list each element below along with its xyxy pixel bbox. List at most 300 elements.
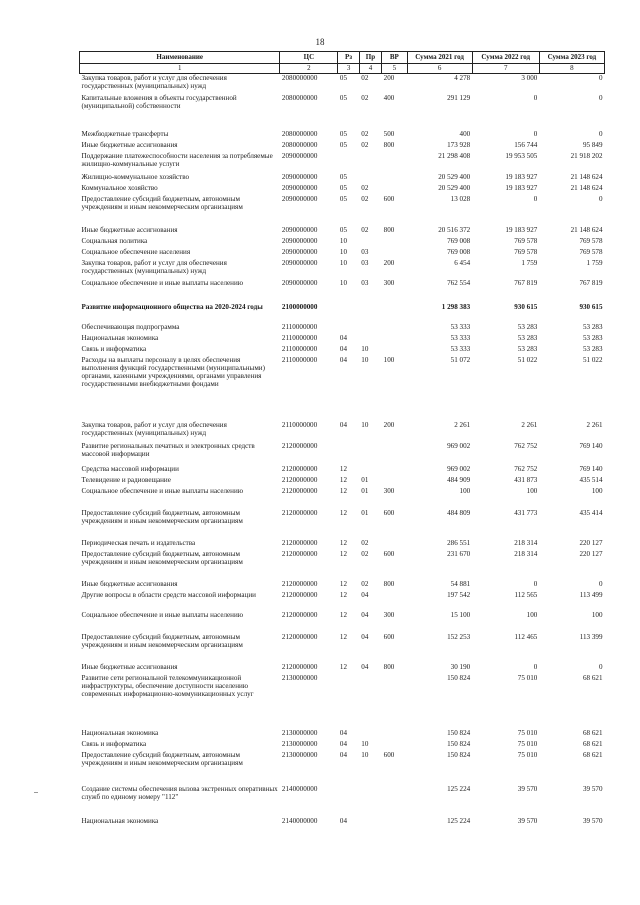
row-cs: 2090000000 <box>281 258 318 267</box>
row-name: Развитие региональных печатных и электронных средств массовой информации <box>81 441 255 458</box>
table-row <box>80 591 605 611</box>
row-cs: 2110000000 <box>281 420 318 429</box>
table-row <box>80 487 605 509</box>
row-cs: 2120000000 <box>281 610 318 619</box>
row-rz <box>338 303 359 323</box>
row-sum-2022: 39 570 <box>517 816 538 825</box>
row-sum-2022: 19 183 927 <box>505 183 538 192</box>
row-sum-2023: 767 819 <box>579 278 603 287</box>
row-sum-2023: 0 <box>598 129 603 138</box>
table-row <box>80 173 605 184</box>
row-pr <box>359 152 381 173</box>
row-cs: 2130000000 <box>281 673 318 682</box>
row-name: Связь и информатика <box>81 344 147 353</box>
row-sum-2023: 53 283 <box>582 322 603 331</box>
row-cs: 2090000000 <box>281 236 318 245</box>
row-name: Социальное обеспечение и иные выплаты населению <box>81 278 244 287</box>
row-sum-2023: 95 849 <box>582 140 603 149</box>
header-number-row <box>80 64 605 74</box>
row-sum-2023: 769 140 <box>579 441 603 450</box>
table-row <box>80 465 605 476</box>
row-sum-2023: 220 127 <box>579 538 603 547</box>
row-sum-2023: 930 615 <box>579 302 603 311</box>
table-row <box>80 141 605 152</box>
row-vr <box>382 591 407 611</box>
header-cs: ЦС <box>280 52 338 64</box>
row-sum-2022: 75 010 <box>517 673 538 682</box>
header-number: 5 <box>382 64 407 74</box>
row-sum-2021: 769 008 <box>447 247 471 256</box>
row-sum-2022: 100 <box>526 486 538 495</box>
row-sum-2023: 21 148 624 <box>570 172 603 181</box>
row-cs: 2120000000 <box>281 464 318 473</box>
row-sum-2023: 39 570 <box>582 784 603 793</box>
header-sum-2021: Сумма 2021 год <box>407 52 472 64</box>
row-sum-2021: 150 824 <box>447 673 471 682</box>
row-name: Социальная политика <box>81 236 148 245</box>
row-sum-2022: 769 578 <box>514 247 538 256</box>
row-vr: 100 <box>383 355 395 364</box>
page-number: 18 <box>315 37 325 47</box>
row-rz: 12 <box>339 590 347 599</box>
row-pr: 01 <box>361 486 369 495</box>
row-sum-2023: 435 414 <box>579 508 603 517</box>
row-pr: 04 <box>361 590 369 599</box>
row-sum-2022: 3 000 <box>521 74 538 82</box>
row-sum-2023: 21 148 624 <box>570 183 603 192</box>
row-rz: 05 <box>339 183 347 192</box>
row-sum-2021: 125 224 <box>447 816 471 825</box>
row-rz <box>338 442 359 465</box>
row-pr: 02 <box>361 183 369 192</box>
row-vr <box>382 345 407 356</box>
table-row <box>80 356 605 421</box>
row-sum-2023: 769 578 <box>579 236 603 245</box>
table-row <box>80 785 605 817</box>
row-sum-2022: 19 183 927 <box>505 172 538 181</box>
row-pr: 10 <box>361 750 369 759</box>
table-body <box>80 74 605 828</box>
row-sum-2021: 6 454 <box>454 258 471 267</box>
row-vr <box>382 539 407 550</box>
row-sum-2021: 53 333 <box>450 344 471 353</box>
row-vr <box>382 465 407 476</box>
row-rz: 05 <box>339 129 347 138</box>
row-pr <box>359 729 381 740</box>
row-name: Предоставление субсидий бюджетным, автономным учреждениям и иным некоммерческим организациям <box>81 194 243 211</box>
row-name: Закупка товаров, работ и услуг для обеспечения государственных (муниципальных) нужд <box>81 74 227 91</box>
row-rz: 05 <box>339 172 347 181</box>
row-name: Предоставление субсидий бюджетным, автономным учреждениям и иным некоммерческим организациям <box>81 750 243 767</box>
row-sum-2023: 0 <box>598 662 603 671</box>
row-sum-2023: 113 499 <box>579 590 603 599</box>
row-pr: 02 <box>361 579 369 588</box>
table-row <box>80 539 605 550</box>
row-name: Связь и информатика <box>81 739 147 748</box>
row-rz: 12 <box>339 662 347 671</box>
row-pr <box>359 303 381 323</box>
row-sum-2021: 484 809 <box>447 508 471 517</box>
header-row <box>80 52 605 64</box>
table-row <box>80 421 605 442</box>
row-sum-2023: 39 570 <box>582 816 603 825</box>
row-sum-2023: 53 283 <box>582 344 603 353</box>
row-sum-2023: 21 918 202 <box>570 151 603 160</box>
table-row <box>80 476 605 487</box>
row-sum-2023: 21 148 624 <box>570 225 603 234</box>
row-sum-2021: 969 002 <box>447 441 471 450</box>
table-row <box>80 226 605 237</box>
header-number: 2 <box>280 64 338 74</box>
row-sum-2022: 53 283 <box>517 322 538 331</box>
table-row <box>80 509 605 539</box>
row-name: Национальная экономика <box>81 816 159 825</box>
row-name: Коммунальное хозяйство <box>81 183 158 192</box>
row-name: Создание системы обеспечения вызова экстренных оперативных служб по единому номеру "112" <box>81 784 278 801</box>
row-name: Социальное обеспечение и иные выплаты населению <box>81 610 244 619</box>
row-sum-2023: 2 261 <box>586 420 603 429</box>
row-cs: 2120000000 <box>281 475 318 484</box>
table-row <box>80 817 605 828</box>
row-vr <box>382 442 407 465</box>
row-rz: 04 <box>339 728 347 737</box>
row-sum-2021: 150 824 <box>447 739 471 748</box>
row-name: Развитие сети региональной телекоммуникационной инфраструктуры, обеспечение доступности населению современных информационно-коммуникационных услуг <box>81 673 254 698</box>
row-sum-2023: 1 759 <box>586 258 603 267</box>
table-row <box>80 345 605 356</box>
row-cs: 2100000000 <box>281 302 318 311</box>
row-vr <box>382 476 407 487</box>
row-name: Телевидение и радиовещание <box>81 475 171 484</box>
table-row <box>80 580 605 591</box>
row-rz: 12 <box>339 538 347 547</box>
table-row <box>80 729 605 740</box>
row-sum-2021: 1 298 383 <box>441 302 471 311</box>
row-sum-2022: 0 <box>533 194 538 203</box>
row-sum-2021: 4 278 <box>454 74 471 82</box>
row-pr: 10 <box>361 739 369 748</box>
row-pr <box>359 785 381 817</box>
row-cs: 2120000000 <box>281 590 318 599</box>
row-sum-2023: 0 <box>598 579 603 588</box>
row-sum-2022: 218 314 <box>514 538 538 547</box>
row-sum-2022: 0 <box>533 662 538 671</box>
table-row <box>80 279 605 303</box>
row-pr: 02 <box>361 549 369 558</box>
row-vr: 400 <box>383 93 395 102</box>
row-pr: 02 <box>361 225 369 234</box>
row-sum-2021: 100 <box>459 486 471 495</box>
row-sum-2021: 53 333 <box>450 322 471 331</box>
row-sum-2023: 0 <box>598 93 603 102</box>
row-vr: 200 <box>383 420 395 429</box>
table-row <box>80 152 605 173</box>
row-pr: 04 <box>361 662 369 671</box>
row-vr: 500 <box>383 129 395 138</box>
row-rz: 12 <box>339 549 347 558</box>
row-sum-2021: 20 529 400 <box>438 172 471 181</box>
row-vr: 600 <box>383 632 395 641</box>
row-pr <box>359 674 381 729</box>
row-sum-2022: 112 465 <box>514 632 538 641</box>
row-sum-2021: 484 909 <box>447 475 471 484</box>
row-pr <box>359 173 381 184</box>
row-cs: 2080000000 <box>281 140 318 149</box>
row-pr: 02 <box>361 129 369 138</box>
row-sum-2021: 20 529 400 <box>438 183 471 192</box>
row-vr <box>382 740 407 751</box>
row-name: Средства массовой информации <box>81 464 179 473</box>
row-rz <box>338 785 359 817</box>
row-pr: 03 <box>361 278 369 287</box>
row-sum-2023: 435 514 <box>579 475 603 484</box>
row-rz: 12 <box>339 632 347 641</box>
row-sum-2021: 969 002 <box>447 464 471 473</box>
row-name: Национальная экономика <box>81 728 159 737</box>
row-rz <box>338 152 359 173</box>
row-vr <box>382 152 407 173</box>
row-sum-2021: 53 333 <box>450 333 471 342</box>
row-rz: 04 <box>339 333 347 342</box>
row-vr: 600 <box>383 194 395 203</box>
row-name: Социальное обеспечение населения <box>81 247 191 256</box>
row-vr <box>382 237 407 248</box>
row-name: Капитальные вложения в объекты государственной (муниципальной) собственности <box>81 93 237 110</box>
row-sum-2023: 68 621 <box>582 673 603 682</box>
table-row <box>80 237 605 248</box>
row-sum-2022: 53 283 <box>517 333 538 342</box>
row-cs: 2120000000 <box>281 441 318 450</box>
budget-table <box>79 51 605 828</box>
table-row <box>80 303 605 323</box>
row-name: Предоставление субсидий бюджетным, автономным учреждениям и иным некоммерческим организациям <box>81 508 243 525</box>
row-pr <box>359 323 381 334</box>
row-pr: 02 <box>361 194 369 203</box>
row-cs: 2120000000 <box>281 486 318 495</box>
row-name: Поддержание платежеспособности населения за потребляемые жилищно-коммунальные услуги <box>81 151 273 168</box>
header-sum-2022: Сумма 2022 год <box>472 52 539 64</box>
row-name: Другие вопросы в области средств массовой информации <box>81 590 256 599</box>
row-pr: 02 <box>361 538 369 547</box>
row-rz: 12 <box>339 610 347 619</box>
row-pr: 01 <box>361 475 369 484</box>
row-name: Национальная экономика <box>81 333 159 342</box>
row-vr: 800 <box>383 579 395 588</box>
row-pr <box>359 817 381 828</box>
row-sum-2022: 156 744 <box>514 140 538 149</box>
row-cs: 2140000000 <box>281 816 318 825</box>
header-number: 7 <box>472 64 539 74</box>
row-sum-2021: 286 551 <box>447 538 471 547</box>
table-row <box>80 674 605 729</box>
header-number: 1 <box>80 64 280 74</box>
row-pr: 03 <box>361 258 369 267</box>
table-row <box>80 259 605 279</box>
row-name: Иные бюджетные ассигнования <box>81 225 178 234</box>
table-row <box>80 751 605 785</box>
header-name: Наименование <box>80 52 280 64</box>
row-cs: 2110000000 <box>281 333 318 342</box>
row-rz: 10 <box>339 247 347 256</box>
row-name: Иные бюджетные ассигнования <box>81 579 178 588</box>
row-sum-2021: 30 190 <box>450 662 471 671</box>
row-vr: 600 <box>383 750 395 759</box>
row-sum-2021: 54 881 <box>450 579 471 588</box>
row-sum-2022: 769 578 <box>514 236 538 245</box>
row-sum-2021: 15 100 <box>450 610 471 619</box>
row-rz: 05 <box>339 140 347 149</box>
row-sum-2023: 220 127 <box>579 549 603 558</box>
row-name: Обеспечивающая подпрограмма <box>81 322 180 331</box>
row-sum-2021: 762 554 <box>447 278 471 287</box>
row-pr: 02 <box>361 74 369 82</box>
row-pr <box>359 237 381 248</box>
row-pr: 10 <box>361 344 369 353</box>
row-vr <box>382 334 407 345</box>
row-cs: 2140000000 <box>281 784 318 793</box>
row-sum-2022: 39 570 <box>517 784 538 793</box>
row-cs: 2120000000 <box>281 538 318 547</box>
row-cs: 2090000000 <box>281 247 318 256</box>
row-cs: 2120000000 <box>281 632 318 641</box>
row-rz: 04 <box>339 816 347 825</box>
row-vr: 300 <box>383 610 395 619</box>
row-vr: 800 <box>383 662 395 671</box>
row-name: Предоставление субсидий бюджетным, автономным учреждениям и иным некоммерческим организациям <box>81 549 243 566</box>
row-name: Расходы на выплаты персоналу в целях обеспечения выполнения функций государственными (муниципальными) органами, казенными учреждениями, органами управления государственными внебюджетными фондами <box>81 355 265 389</box>
row-rz: 04 <box>339 750 347 759</box>
row-vr: 300 <box>383 278 395 287</box>
row-vr: 300 <box>383 486 395 495</box>
row-sum-2021: 51 072 <box>450 355 471 364</box>
row-sum-2022: 19 183 927 <box>505 225 538 234</box>
row-rz: 12 <box>339 464 347 473</box>
row-sum-2022: 218 314 <box>514 549 538 558</box>
row-sum-2023: 100 <box>591 486 603 495</box>
row-pr: 04 <box>361 610 369 619</box>
header-number: 3 <box>338 64 359 74</box>
row-sum-2022: 112 565 <box>514 590 538 599</box>
header-rz: Рз <box>338 52 359 64</box>
row-cs: 2090000000 <box>281 183 318 192</box>
row-sum-2021: 13 028 <box>450 194 471 203</box>
row-sum-2022: 762 752 <box>514 441 538 450</box>
table-row <box>80 323 605 334</box>
row-sum-2022: 0 <box>533 579 538 588</box>
row-name: Периодическая печать и издательства <box>81 538 196 547</box>
row-vr: 800 <box>383 225 395 234</box>
row-sum-2023: 68 621 <box>582 750 603 759</box>
row-sum-2022: 0 <box>533 129 538 138</box>
table-row <box>80 94 605 130</box>
row-rz: 12 <box>339 579 347 588</box>
row-cs: 2130000000 <box>281 739 318 748</box>
scan-mark <box>34 792 38 793</box>
row-sum-2022: 2 261 <box>521 420 538 429</box>
table-row <box>80 334 605 345</box>
row-sum-2022: 19 953 505 <box>505 151 538 160</box>
table-row <box>80 740 605 751</box>
row-rz <box>338 674 359 729</box>
row-cs: 2120000000 <box>281 662 318 671</box>
row-vr <box>382 184 407 195</box>
row-sum-2023: 100 <box>591 610 603 619</box>
row-vr <box>382 674 407 729</box>
row-name: Закупка товаров, работ и услуг для обеспечения государственных (муниципальных) нужд <box>81 258 227 275</box>
row-sum-2021: 150 824 <box>447 728 471 737</box>
table-row <box>80 184 605 195</box>
row-pr: 01 <box>361 508 369 517</box>
row-sum-2021: 2 261 <box>454 420 471 429</box>
row-cs: 2120000000 <box>281 549 318 558</box>
row-cs: 2120000000 <box>281 579 318 588</box>
table-row <box>80 130 605 141</box>
row-name: Развитие информационного общества на 2020-2024 годы <box>81 302 263 311</box>
row-sum-2021: 197 542 <box>447 590 471 599</box>
table-row <box>80 195 605 226</box>
row-cs: 2110000000 <box>281 344 318 353</box>
row-cs: 2110000000 <box>281 322 318 331</box>
row-sum-2022: 75 010 <box>517 750 538 759</box>
row-name: Иные бюджетные ассигнования <box>81 662 178 671</box>
row-name: Закупка товаров, работ и услуг для обеспечения государственных (муниципальных) нужд <box>81 420 227 437</box>
row-rz: 10 <box>339 236 347 245</box>
row-sum-2022: 762 752 <box>514 464 538 473</box>
row-rz: 04 <box>339 420 347 429</box>
row-cs: 2130000000 <box>281 728 318 737</box>
row-rz: 04 <box>339 355 347 364</box>
row-sum-2023: 51 022 <box>582 355 603 364</box>
row-vr <box>382 817 407 828</box>
row-pr: 04 <box>361 632 369 641</box>
row-pr: 10 <box>361 355 369 364</box>
row-pr: 10 <box>361 420 369 429</box>
row-rz: 12 <box>339 486 347 495</box>
row-sum-2023: 0 <box>598 74 603 82</box>
row-sum-2022: 767 819 <box>514 278 538 287</box>
table-row <box>80 550 605 580</box>
row-pr: 02 <box>361 93 369 102</box>
row-pr: 02 <box>361 140 369 149</box>
row-sum-2021: 152 253 <box>447 632 471 641</box>
row-sum-2022: 100 <box>526 610 538 619</box>
row-sum-2021: 769 008 <box>447 236 471 245</box>
row-rz <box>338 323 359 334</box>
table-row <box>80 248 605 259</box>
row-pr <box>359 334 381 345</box>
row-sum-2023: 68 621 <box>582 728 603 737</box>
row-name: Иные бюджетные ассигнования <box>81 140 178 149</box>
row-rz: 04 <box>339 344 347 353</box>
header-number: 6 <box>407 64 472 74</box>
row-vr <box>382 729 407 740</box>
row-sum-2021: 291 129 <box>447 93 471 102</box>
table-row <box>80 633 605 663</box>
row-name: Предоставление субсидий бюджетным, автономным учреждениям и иным некоммерческим организациям <box>81 632 243 649</box>
row-sum-2022: 0 <box>533 93 538 102</box>
row-vr <box>382 785 407 817</box>
table-row <box>80 442 605 465</box>
row-pr: 03 <box>361 247 369 256</box>
table-row <box>80 663 605 674</box>
row-sum-2022: 431 773 <box>514 508 538 517</box>
row-cs: 2130000000 <box>281 750 318 759</box>
row-sum-2021: 231 670 <box>447 549 471 558</box>
row-rz: 05 <box>339 225 347 234</box>
row-sum-2021: 20 516 372 <box>438 225 471 234</box>
table-row <box>80 611 605 633</box>
row-cs: 2080000000 <box>281 74 318 82</box>
